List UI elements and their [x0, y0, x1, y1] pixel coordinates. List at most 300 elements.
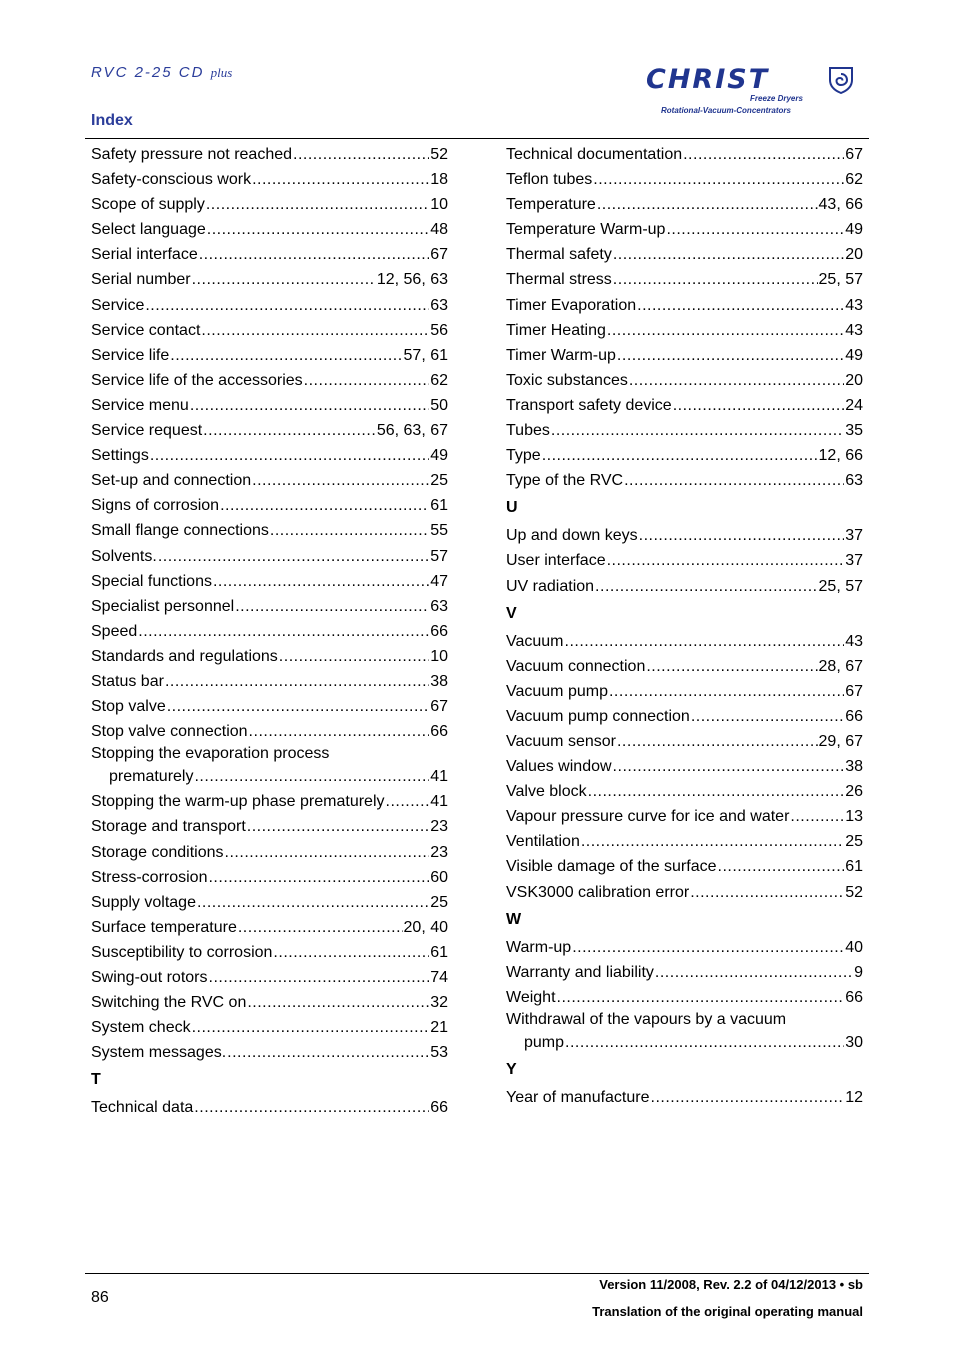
- dot-leader: [220, 493, 429, 518]
- index-entry-pages: 50: [430, 396, 448, 414]
- index-entry-pages: 66: [845, 988, 863, 1006]
- index-entry-pages: 25, 57: [818, 271, 863, 289]
- index-entry-label: Up and down keys: [506, 527, 638, 545]
- index-entry-label: Specialist personnel: [91, 597, 235, 615]
- dot-leader: [790, 804, 844, 829]
- index-entry-pages: 20: [845, 246, 863, 264]
- index-entry: [91, 1015, 448, 1040]
- index-entry: [506, 629, 863, 654]
- christ-logo: [640, 62, 870, 120]
- index-entry-label: Serial interface: [91, 246, 198, 264]
- index-entry-label: Teflon tubes: [506, 171, 593, 189]
- index-entry-label: Technical documentation: [506, 146, 683, 163]
- index-entry-label: System messages.: [91, 1044, 227, 1062]
- index-entry-pages: 25: [430, 472, 448, 490]
- index-entry-label: Service life of the accessories: [91, 371, 303, 389]
- index-entry-pages: 66: [430, 622, 448, 640]
- index-entry-label: Values window: [506, 758, 612, 776]
- index-entry: [91, 789, 448, 814]
- index-entry: [506, 217, 863, 242]
- dot-leader: [273, 940, 429, 965]
- index-column-right: [506, 142, 863, 1110]
- index-entry: [91, 493, 448, 518]
- index-entry-label: Stopping the evaporation process: [91, 745, 330, 763]
- index-entry-label: Select language: [91, 221, 206, 239]
- index-entry-pages: 62: [845, 171, 863, 189]
- dot-leader: [718, 854, 845, 879]
- index-entry-label: Set-up and connection: [91, 472, 252, 490]
- index-entry-pages: 37: [845, 552, 863, 570]
- index-entry: [91, 1040, 448, 1065]
- model-text: RVC 2-25 CD: [91, 64, 205, 81]
- dot-leader: [639, 523, 845, 548]
- index-entry-label: Vacuum: [506, 632, 564, 650]
- model-name: [91, 64, 232, 81]
- index-entry-pages: 56: [430, 321, 448, 339]
- index-entry-pages: 23: [430, 818, 448, 836]
- index-entry: [506, 654, 863, 679]
- index-entry-pages: 53: [430, 1044, 448, 1062]
- index-entry: [91, 418, 448, 443]
- section-title: Index: [91, 112, 133, 129]
- index-entry-label: Warm-up: [506, 938, 572, 956]
- index-entry-label: Timer Heating: [506, 321, 606, 339]
- index-entry-pages: 38: [430, 672, 448, 690]
- index-entry-pages: 63: [430, 296, 448, 314]
- logo-emblem-icon: [828, 66, 854, 94]
- index-entry: [506, 935, 863, 960]
- index-entry-pages: 37: [845, 527, 863, 545]
- index-entry-label: Temperature Warm-up: [506, 221, 666, 239]
- index-entry-continuation: prematurely: [109, 768, 194, 786]
- index-entry-label: Swing-out rotors: [91, 969, 208, 986]
- index-entry-label: Storage and transport: [91, 818, 246, 836]
- index-entry-label: Transport safety device: [506, 396, 672, 414]
- index-entry-continuation: pump: [524, 1033, 565, 1051]
- index-entry-label: Type: [506, 447, 541, 465]
- index-entry: [506, 1030, 863, 1055]
- index-entry: [91, 990, 448, 1015]
- index-entry-pages: 41: [430, 793, 448, 811]
- index-entry-pages: 35: [845, 422, 863, 440]
- index-entry-label: Technical data: [91, 1099, 194, 1117]
- index-entry-pages: 23: [430, 843, 448, 861]
- index-entry-label: Solvents.: [91, 547, 157, 565]
- dot-leader: [609, 679, 844, 704]
- index-entry-pages: 66: [845, 707, 863, 725]
- version-info: Version 11/2008, Rev. 2.2 of 04/12/2013 • sb: [599, 1277, 863, 1292]
- dot-leader: [167, 694, 429, 719]
- index-entry: [91, 167, 448, 192]
- index-entry-pages: 41: [430, 768, 448, 786]
- dot-leader: [190, 393, 429, 418]
- index-entry-label: Vacuum sensor: [506, 732, 616, 750]
- dot-leader: [206, 192, 429, 217]
- dot-leader: [252, 468, 429, 493]
- index-entry-pages: 52: [430, 146, 448, 163]
- index-entry-pages: 25, 57: [818, 577, 863, 595]
- dot-leader: [293, 142, 429, 167]
- index-entry-label: Stop valve: [91, 698, 166, 716]
- dot-leader: [613, 267, 818, 292]
- index-entry: [506, 779, 863, 804]
- dot-leader: [637, 293, 844, 318]
- dot-leader: [192, 1015, 430, 1040]
- index-entry-pages: 67: [430, 698, 448, 716]
- index-entry: [91, 569, 448, 594]
- dot-leader: [199, 242, 429, 267]
- index-entry-label: Serial number: [91, 271, 191, 289]
- index-entry-label: System check: [91, 1019, 191, 1037]
- index-entry-pages: 20, 40: [403, 918, 448, 936]
- dot-leader: [617, 343, 844, 368]
- dot-leader: [607, 548, 845, 573]
- index-entry-pages: 66: [430, 723, 448, 741]
- index-entry: [91, 890, 448, 915]
- dot-leader: [247, 814, 429, 839]
- dot-leader: [597, 192, 818, 217]
- index-entry: [91, 865, 448, 890]
- index-entry-label: Valve block: [506, 783, 587, 801]
- dot-leader: [651, 1085, 845, 1110]
- index-entry: [91, 343, 448, 368]
- index-entry: [91, 764, 448, 789]
- index-entry-pages: 43, 66: [818, 196, 863, 214]
- index-entry-pages: 67: [430, 246, 448, 264]
- index-entry-pages: 12: [845, 1089, 863, 1106]
- index-entry-pages: 12, 56, 63: [376, 271, 448, 289]
- dot-leader: [655, 960, 853, 985]
- index-entry-label: Temperature: [506, 196, 596, 214]
- index-entry-pages: 20: [845, 371, 863, 389]
- dot-leader: [572, 935, 844, 960]
- index-entry-label: Standards and regulations: [91, 647, 278, 665]
- index-entry: [506, 368, 863, 393]
- index-letter-heading: V: [506, 604, 517, 622]
- index-entry-label: Vapour pressure curve for ice and water: [506, 808, 790, 826]
- index-entry-pages: 63: [430, 597, 448, 615]
- index-entry: [506, 880, 863, 905]
- index-entry-label: UV radiation: [506, 577, 595, 595]
- index-entry-pages: 49: [430, 447, 448, 465]
- dot-leader: [201, 318, 429, 343]
- index-entry-label: Warranty and liability: [506, 963, 654, 981]
- index-entry-label: Vacuum connection: [506, 657, 646, 675]
- index-entry: [91, 619, 448, 644]
- index-entry: [91, 915, 448, 940]
- index-entry-pages: 62: [430, 371, 448, 389]
- dot-leader: [557, 985, 845, 1010]
- dot-leader: [613, 242, 844, 267]
- index-entry: [91, 814, 448, 839]
- index-entry-label: Surface temperature: [91, 918, 237, 936]
- dot-leader: [194, 1095, 429, 1120]
- index-letter-heading: U: [506, 499, 518, 517]
- index-entry-label: Service menu: [91, 396, 189, 414]
- index-entry-label: Supply voltage: [91, 893, 196, 911]
- footer-rule: [85, 1273, 869, 1274]
- index-entry-pages: 38: [845, 758, 863, 776]
- index-entry-pages: 12, 66: [818, 447, 863, 465]
- index-entry-label: Vacuum pump: [506, 682, 608, 700]
- index-entry-label: Service contact: [91, 321, 201, 339]
- dot-leader: [209, 965, 430, 990]
- index-entry: [91, 267, 448, 292]
- dot-leader: [613, 754, 845, 779]
- index-entry: [506, 293, 863, 318]
- index-entry-pages: 47: [430, 572, 448, 590]
- dot-leader: [225, 840, 430, 865]
- index-entry: [91, 940, 448, 965]
- index-entry: [506, 267, 863, 292]
- dot-leader: [279, 644, 429, 669]
- index-entry-pages: 18: [430, 171, 448, 189]
- index-entry: [506, 679, 863, 704]
- index-entry-label: Safety pressure not reached: [91, 146, 293, 163]
- index-entry-label: Speed: [91, 622, 138, 640]
- index-entry-label: Scope of supply: [91, 196, 205, 214]
- dot-leader: [213, 569, 429, 594]
- dot-leader: [304, 368, 430, 393]
- dot-leader: [158, 544, 429, 569]
- index-entry: [506, 754, 863, 779]
- index-entry: [91, 192, 448, 217]
- index-entry: [506, 242, 863, 267]
- index-entry-label: Stopping the warm-up phase prematurely: [91, 793, 385, 811]
- dot-leader: [227, 1040, 429, 1065]
- index-entry-pages: 21: [430, 1019, 448, 1037]
- index-entry: [506, 142, 863, 167]
- index-entry-pages: 60: [430, 868, 448, 886]
- logo-wordmark: CHRIST: [646, 64, 770, 95]
- index-entry: [91, 518, 448, 543]
- dot-leader: [207, 217, 429, 242]
- dot-leader: [192, 267, 376, 292]
- index-entry-pages: 25: [845, 833, 863, 851]
- index-entry-pages: 43: [845, 296, 863, 314]
- index-entry-label: Service: [91, 296, 145, 314]
- index-entry-pages: 25: [430, 893, 448, 911]
- index-entry: [506, 443, 863, 468]
- dot-leader: [565, 1030, 844, 1055]
- index-entry: [91, 318, 448, 343]
- index-entry: [91, 217, 448, 242]
- index-entry-pages: 49: [845, 346, 863, 364]
- index-entry-pages: 26: [845, 783, 863, 801]
- dot-leader: [593, 167, 844, 192]
- index-entry-label: Timer Evaporation: [506, 296, 637, 314]
- dot-leader: [565, 629, 845, 654]
- index-entry-pages: 63: [845, 472, 863, 490]
- index-entry-pages: 67: [845, 146, 863, 163]
- index-entry: [91, 1095, 448, 1120]
- dot-leader: [249, 719, 430, 744]
- index-entry-label: Thermal safety: [506, 246, 612, 264]
- index-entry-pages: 57: [430, 547, 448, 565]
- index-letter-heading: T: [91, 1071, 101, 1089]
- index-entry-label: Susceptibility to corrosion: [91, 943, 273, 961]
- index-entry: [506, 548, 863, 573]
- index-entry: [91, 669, 448, 694]
- index-entry-pages: 52: [845, 883, 863, 901]
- dot-leader: [170, 343, 402, 368]
- index-entry-label: Settings: [91, 447, 149, 465]
- index-entry: [506, 704, 863, 729]
- dot-leader: [203, 418, 376, 443]
- dot-leader: [208, 865, 429, 890]
- dot-leader: [270, 518, 429, 543]
- index-entry-pages: 61: [430, 497, 448, 515]
- index-entry: [91, 594, 448, 619]
- page-number: 86: [91, 1289, 109, 1306]
- index-entry-pages: 43: [845, 321, 863, 339]
- index-entry-label: Ventilation: [506, 833, 580, 851]
- logo-tagline-rvc: Rotational-Vacuum-Concentrators: [661, 106, 791, 115]
- index-column-left: [91, 142, 448, 1120]
- dot-leader: [581, 829, 844, 854]
- dot-leader: [238, 915, 403, 940]
- translation-note: Translation of the original operating manual: [592, 1304, 863, 1319]
- index-entry-pages: 49: [845, 221, 863, 239]
- index-entry-pages: 57, 61: [403, 346, 448, 364]
- index-entry: [506, 192, 863, 217]
- index-entry: [506, 960, 863, 985]
- dot-leader: [629, 368, 844, 393]
- index-entry-pages: 13: [845, 808, 863, 826]
- index-entry: [91, 242, 448, 267]
- dot-leader: [595, 574, 817, 599]
- index-letter-heading: Y: [506, 1061, 517, 1078]
- index-entry-pages: 10: [430, 196, 448, 214]
- index-entry-label: Vacuum pump connection: [506, 707, 690, 725]
- index-entry-label: Stress-corrosion: [91, 868, 208, 886]
- index-entry: [506, 574, 863, 599]
- index-entry: [506, 854, 863, 879]
- dot-leader: [145, 293, 429, 318]
- dot-leader: [150, 443, 429, 468]
- index-entry: [506, 418, 863, 443]
- dot-leader: [197, 890, 429, 915]
- index-entry-pages: 24: [845, 396, 863, 414]
- index-entry-pages: 30: [845, 1033, 863, 1051]
- dot-leader: [235, 594, 429, 619]
- index-entry-pages: 40: [845, 938, 863, 956]
- dot-leader: [165, 669, 429, 694]
- index-entry-pages: 61: [845, 858, 863, 876]
- index-entry-label: Stop valve connection: [91, 723, 248, 741]
- index-entry-label: Switching the RVC on: [91, 994, 247, 1012]
- index-entry-label: Year of manufacture: [506, 1089, 650, 1106]
- index-entry: [91, 719, 448, 744]
- index-entry-label: Visible damage of the surface: [506, 858, 717, 876]
- dot-leader: [690, 880, 844, 905]
- index-letter-heading: W: [506, 910, 522, 928]
- index-entry-label: User interface: [506, 552, 606, 570]
- dot-leader: [138, 619, 429, 644]
- index-entry: [91, 293, 448, 318]
- index-entry-label: Status bar: [91, 672, 164, 690]
- index-entry: [91, 694, 448, 719]
- index-entry: [91, 368, 448, 393]
- dot-leader: [624, 468, 844, 493]
- index-entry-label: Service life: [91, 346, 170, 364]
- index-entry-pages: 32: [430, 994, 448, 1012]
- index-entry: [506, 167, 863, 192]
- index-entry: [506, 523, 863, 548]
- index-entry: [506, 1085, 863, 1110]
- index-entry: [91, 393, 448, 418]
- dot-leader: [588, 779, 845, 804]
- dot-leader: [194, 764, 429, 789]
- index-entry-label: Service request: [91, 422, 203, 440]
- index-entry: [91, 443, 448, 468]
- index-entry: [506, 318, 863, 343]
- index-entry-pages: 74: [430, 969, 448, 986]
- index-entry-label: Withdrawal of the vapours by a vacuum: [506, 1010, 787, 1028]
- index-entry: [91, 468, 448, 493]
- dot-leader: [551, 418, 844, 443]
- index-entry: [506, 393, 863, 418]
- index-entry-pages: 28, 67: [818, 657, 863, 675]
- dot-leader: [683, 142, 844, 167]
- index-entry-label: Small flange connections: [91, 522, 269, 540]
- dot-leader: [673, 393, 845, 418]
- index-entry-pages: 10: [430, 647, 448, 665]
- index-entry: [506, 829, 863, 854]
- dot-leader: [666, 217, 844, 242]
- index-entry-label: Signs of corrosion: [91, 497, 220, 515]
- index-entry-pages: 56, 63, 67: [376, 422, 448, 440]
- index-entry-label: Safety-conscious work: [91, 171, 252, 189]
- index-entry: [506, 729, 863, 754]
- dot-leader: [386, 789, 430, 814]
- dot-leader: [646, 654, 817, 679]
- index-entry-label: Thermal stress: [506, 271, 612, 289]
- index-entry: [506, 985, 863, 1010]
- index-entry: [91, 965, 448, 990]
- index-entry: [91, 142, 448, 167]
- model-suffix: plus: [210, 65, 233, 80]
- index-entry: [506, 804, 863, 829]
- index-entry-pages: 55: [430, 522, 448, 540]
- index-entry-pages: 48: [430, 221, 448, 239]
- index-entry: [91, 840, 448, 865]
- index-entry-label: Type of the RVC: [506, 472, 624, 490]
- index-entry-pages: 67: [845, 682, 863, 700]
- index-entry-label: Toxic substances: [506, 371, 628, 389]
- dot-leader: [691, 704, 844, 729]
- index-entry: [506, 343, 863, 368]
- header-rule: [85, 138, 869, 139]
- dot-leader: [247, 990, 429, 1015]
- dot-leader: [607, 318, 844, 343]
- index-entry-label: Special functions: [91, 572, 212, 590]
- index-entry: [506, 468, 863, 493]
- dot-leader: [252, 167, 429, 192]
- dot-leader: [542, 443, 818, 468]
- index-entry-label: Tubes: [506, 422, 550, 440]
- logo-tagline-freeze-dryers: Freeze Dryers: [750, 94, 803, 103]
- index-entry-pages: 61: [430, 943, 448, 961]
- index-entry-pages: 9: [854, 963, 863, 981]
- index-entry-pages: 29, 67: [818, 732, 863, 750]
- index-entry-label: Timer Warm-up: [506, 346, 616, 364]
- index-entry-pages: 66: [430, 1099, 448, 1117]
- index-entry-pages: 43: [845, 632, 863, 650]
- index-entry: [91, 544, 448, 569]
- index-entry-label: Weight: [506, 988, 556, 1006]
- index-entry-label: VSK3000 calibration error: [506, 883, 690, 901]
